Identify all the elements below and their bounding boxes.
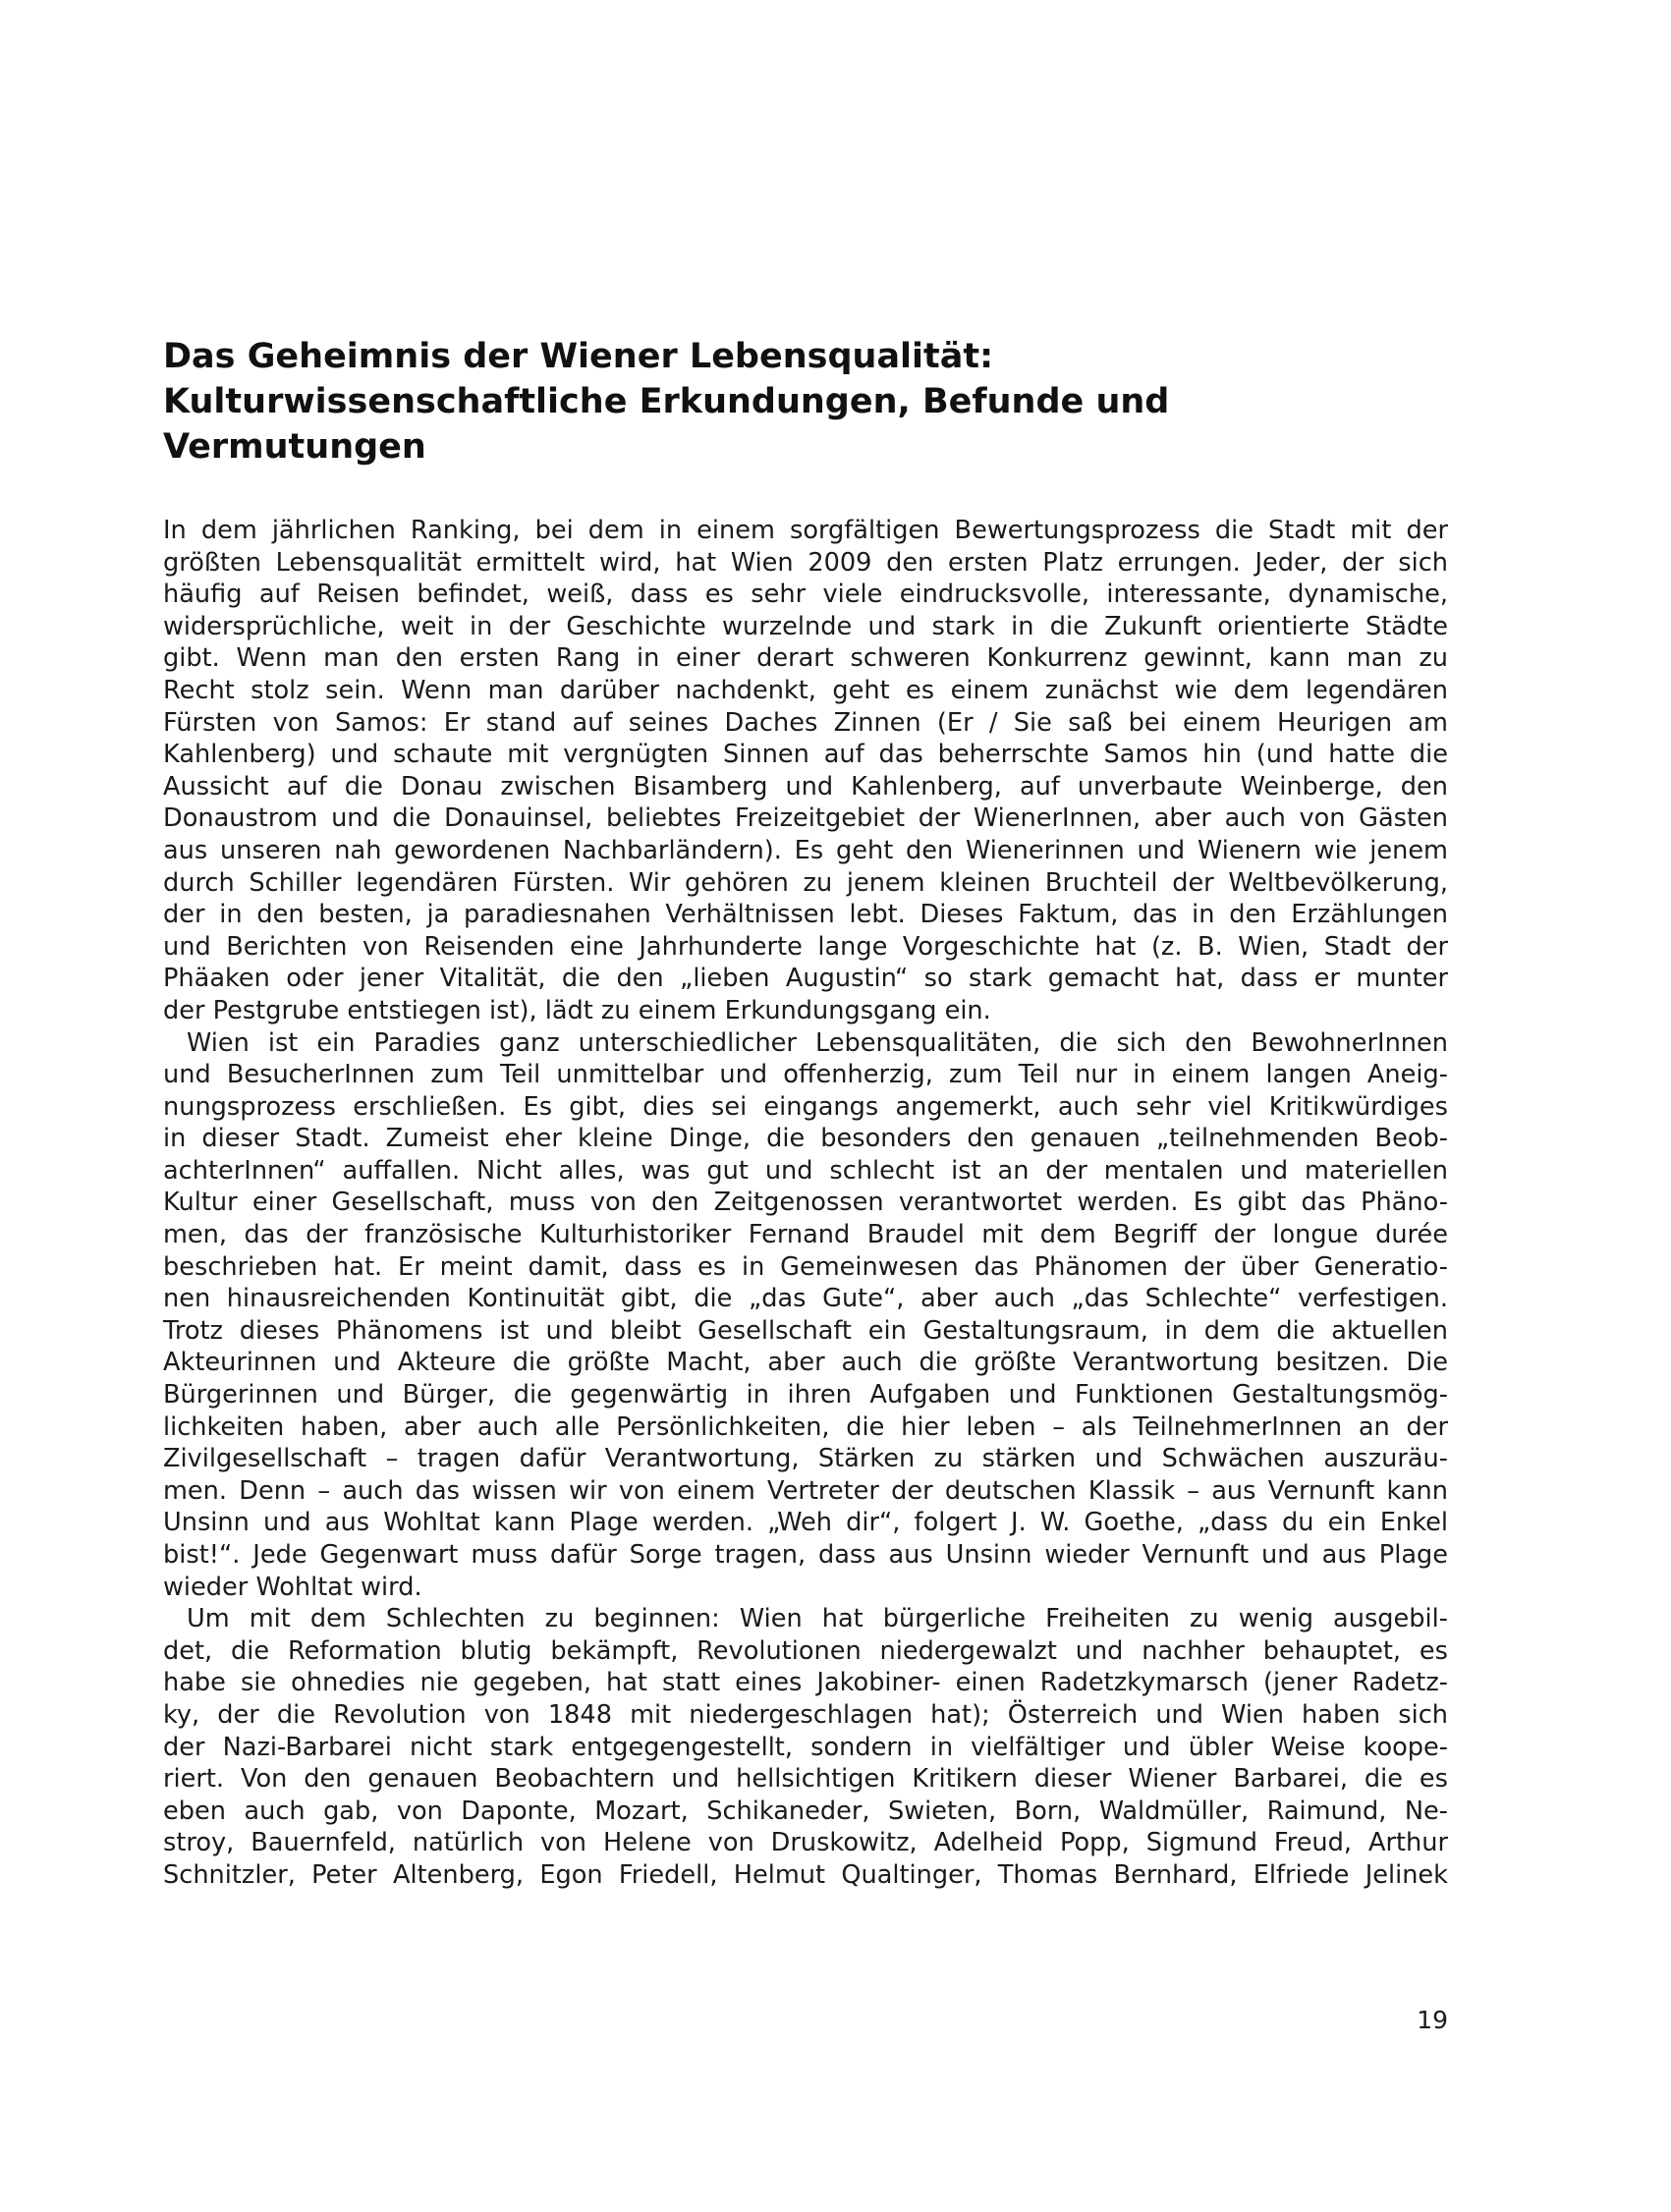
text-line: Schnitzler, Peter Altenberg, Egon Friedell, Helmut Qualtinger, Thomas Bernhard, Elfriede Jelinek (163, 1859, 1448, 1890)
text-line: der in den besten, ja paradiesnahen Verhältnissen lebt. Dieses Faktum, das in den Erzählungen (163, 900, 1448, 930)
text-line: in dieser Stadt. Zumeist eher kleine Dinge, die besonders den genauen „teilnehmenden Beob- (163, 1124, 1448, 1154)
text-line: stroy, Bauernfeld, natürlich von Helene von Druskowitz, Adelheid Popp, Sigmund Freud, Arthur (163, 1828, 1448, 1858)
text-line: und Berichten von Reisenden eine Jahrhunderte lange Vorgeschichte hat (z. B. Wien, Stadt der (163, 931, 1448, 962)
text-line: durch Schiller legendären Fürsten. Wir gehören zu jenem kleinen Bruchteil der Weltbevölkerung, (163, 867, 1448, 898)
text-line: wieder Wohltat wird. (163, 1572, 422, 1602)
body-text (163, 515, 1448, 1892)
text-line: riert. Von den genauen Beobachtern und hellsichtigen Kritikern dieser Wiener Barbarei, die es (163, 1764, 1448, 1795)
text-line: und BesucherInnen zum Teil unmittelbar und offenherzig, zum Teil nur in einem langen Aneig- (163, 1060, 1448, 1090)
page-number: 19 (1417, 2006, 1448, 2034)
text-line: achterInnen“ auffallen. Nicht alles, was gut und schlecht ist an der mentalen und materiellen (163, 1155, 1448, 1186)
text-line: Trotz dieses Phänomens ist und bleibt Gesellschaft ein Gestaltungsraum, in dem die aktuellen (163, 1315, 1448, 1346)
text-line: beschrieben hat. Er meint damit, dass es in Gemeinwesen das Phänomen der über Generatio- (163, 1251, 1448, 1282)
page-content (163, 334, 1448, 1892)
text-line: gibt. Wenn man den ersten Rang in einer derart schweren Konkurrenz gewinnt, kann man zu (163, 643, 1448, 674)
text-line: Kahlenberg) und schaute mit vergnügten Sinnen auf das beherrschte Samos hin (und hatte die (163, 740, 1448, 770)
text-line: nen hinausreichenden Kontinuität gibt, die „das Gute“, aber auch „das Schlechte“ verfestigen. (163, 1284, 1448, 1314)
text-line: Kultur einer Gesellschaft, muss von den Zeitgenossen verantwortet werden. Es gibt das Phäno- (163, 1188, 1448, 1218)
text-line: eben auch gab, von Daponte, Mozart, Schikaneder, Swieten, Born, Waldmüller, Raimund, Ne- (163, 1796, 1448, 1826)
text-line: der Pestgrube entstiegen ist), lädt zu einem Erkundungsgang ein. (163, 995, 991, 1025)
text-line: bist!“. Jede Gegenwart muss dafür Sorge tragen, dass aus Unsinn wieder Vernunft und aus Plage (163, 1540, 1448, 1570)
text-line: In dem jährlichen Ranking, bei dem in einem sorgfältigen Bewertungsprozess die Stadt mit der (163, 516, 1448, 545)
text-line: Unsinn und aus Wohltat kann Plage werden. „Weh dir“, folgert J. W. Goethe, „dass du ein Enkel (163, 1508, 1448, 1538)
text-line: Recht stolz sein. Wenn man darüber nachdenkt, geht es einem zunächst wie dem legendären (163, 675, 1448, 705)
text-line: Zivilgesellschaft – tragen dafür Verantwortung, Stärken zu stärken und Schwächen auszuräu- (163, 1444, 1448, 1474)
text-line: Aussicht auf die Donau zwischen Bisamberg und Kahlenberg, auf unverbaute Weinberge, den (163, 771, 1448, 802)
text-line: aus unseren nah gewordenen Nachbarländern). Es geht den Wienerinnen und Wienern wie jenem (163, 835, 1448, 865)
text-line: men. Denn – auch das wissen wir von einem Vertreter der deutschen Klassik – aus Vernunft kann (163, 1475, 1448, 1506)
text-line: Bürgerinnen und Bürger, die gegenwärtig in ihren Aufgaben und Funktionen Gestaltungsmög- (163, 1380, 1448, 1410)
text-line: Um mit dem Schlechten zu beginnen: Wien hat bürgerliche Freiheiten zu wenig ausgebil- (187, 1604, 1448, 1634)
text-line: Akteurinnen und Akteure die größte Macht, aber auch die größte Verantwortung besitzen. Die (163, 1348, 1448, 1378)
text-line: Wien ist ein Paradies ganz unterschiedlicher Lebensqualitäten, die sich den BewohnerInnen (187, 1027, 1448, 1058)
chapter-title-line: Vermutungen (163, 427, 426, 467)
chapter-title (163, 334, 1448, 470)
text-line: men, das der französische Kulturhistoriker Fernand Braudel mit dem Begriff der longue durée (163, 1220, 1448, 1250)
text-line: der Nazi-Barbarei nicht stark entgegengestellt, sondern in vielfältiger und übler Weise koope- (163, 1732, 1448, 1762)
paragraph-3 (163, 1603, 1448, 1891)
text-line: Fürsten von Samos: Er stand auf seines Daches Zinnen (Er / Sie saß bei einem Heurigen am (163, 707, 1448, 738)
paragraph-2 (163, 1027, 1448, 1604)
text-line: widersprüchliche, weit in der Geschichte wurzelnde und stark in die Zukunft orientierte Städte (163, 611, 1448, 641)
paragraph-1 (163, 515, 1448, 1027)
chapter-title-line: Kulturwissenschaftliche Erkundungen, Befunde und (163, 382, 1170, 421)
text-line: Phäaken oder jener Vitalität, die den „lieben Augustin“ so stark gemacht hat, dass er munter (163, 964, 1448, 994)
text-line: Donaustrom und die Donauinsel, beliebtes Freizeitgebiet der WienerInnen, aber auch von Gästen (163, 803, 1448, 834)
text-line: habe sie ohnedies nie gegeben, hat statt eines Jakobiner- einen Radetzkymarsch (jener Radetz- (163, 1668, 1448, 1698)
text-line: lichkeiten haben, aber auch alle Persönlichkeiten, die hier leben – als TeilnehmerInnen an der (163, 1411, 1448, 1442)
text-line: nungsprozess erschließen. Es gibt, dies sei eingangs angemerkt, auch sehr viel Kritikwürdiges (163, 1091, 1448, 1122)
text-line: ky, der die Revolution von 1848 mit niedergeschlagen hat); Österreich und Wien haben sich (163, 1699, 1448, 1730)
text-line: häufig auf Reisen befindet, weiß, dass es sehr viele eindrucksvolle, interessante, dynamische, (163, 580, 1448, 610)
text-line: det, die Reformation blutig bekämpft, Revolutionen niedergewalzt und nachher behauptet, es (163, 1635, 1448, 1666)
chapter-title-line: Das Geheimnis der Wiener Lebensqualität: (163, 337, 994, 376)
text-line: größten Lebensqualität ermittelt wird, hat Wien 2009 den ersten Platz errungen. Jeder, der sich (163, 547, 1448, 578)
